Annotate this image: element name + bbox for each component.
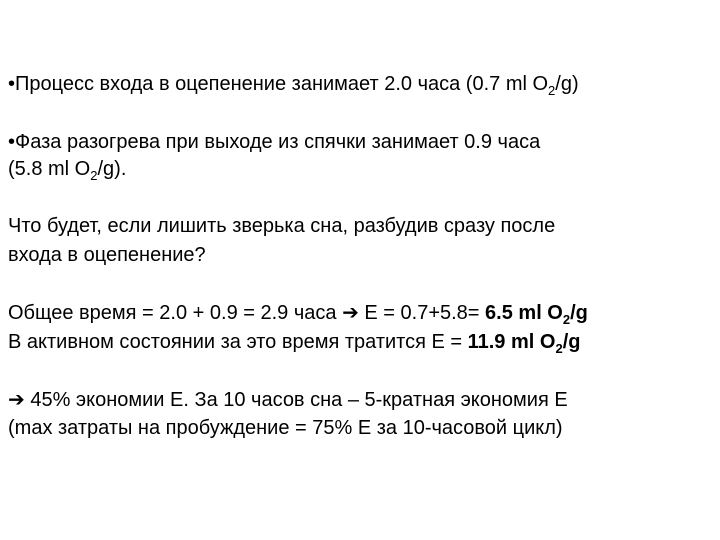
text: Фаза разогрева при выходе из спячки занимает 0.9 часа: [15, 131, 541, 153]
conclusion-line1: [8, 388, 568, 412]
arrow-right-icon: ➔: [342, 302, 359, 324]
text: /g): [555, 73, 579, 95]
bullet-marker: •: [8, 73, 16, 95]
bullet-marker: •: [8, 131, 16, 153]
subscript: 2: [562, 312, 571, 327]
bullet-item-torpor-entry: [8, 72, 579, 96]
calc-active-state: [8, 330, 580, 354]
text: В активном состоянии за это время тратится E =: [8, 331, 468, 353]
subscript: 2: [555, 341, 563, 356]
text: E = 0.7+5.8=: [358, 302, 486, 324]
bullet-item-rewarming-line2: [8, 157, 126, 181]
arrow-right-icon: ➔: [8, 389, 25, 411]
text: Общее время = 2.0 + 0.9 = 2.9 часа: [8, 302, 343, 324]
subscript: 2: [90, 168, 98, 183]
text: /g).: [97, 158, 127, 180]
text: 45% экономии E. За 10 часов сна – 5-кратная экономия E: [24, 389, 568, 411]
bold-value: 6.5 ml $O_2/g$: [485, 302, 588, 327]
question-line1: Что будет, если лишить зверька сна, разбудив сразу после: [8, 215, 556, 237]
bold-value: 11.9 ml $O_2/g$: [467, 331, 581, 356]
question-line2: входа в оцепенение?: [8, 244, 206, 266]
subscript: 2: [548, 83, 556, 98]
calc-total-time: [8, 301, 588, 325]
bullet-item-rewarming-line1: [8, 130, 540, 154]
conclusion-line2: (max затраты на пробуждение = 75% E за 10-часовой цикл): [8, 417, 563, 439]
text: (5.8 ml O: [8, 158, 91, 180]
text: Процесс входа в оцепенение занимает 2.0 часа (0.7 ml O: [15, 73, 549, 95]
